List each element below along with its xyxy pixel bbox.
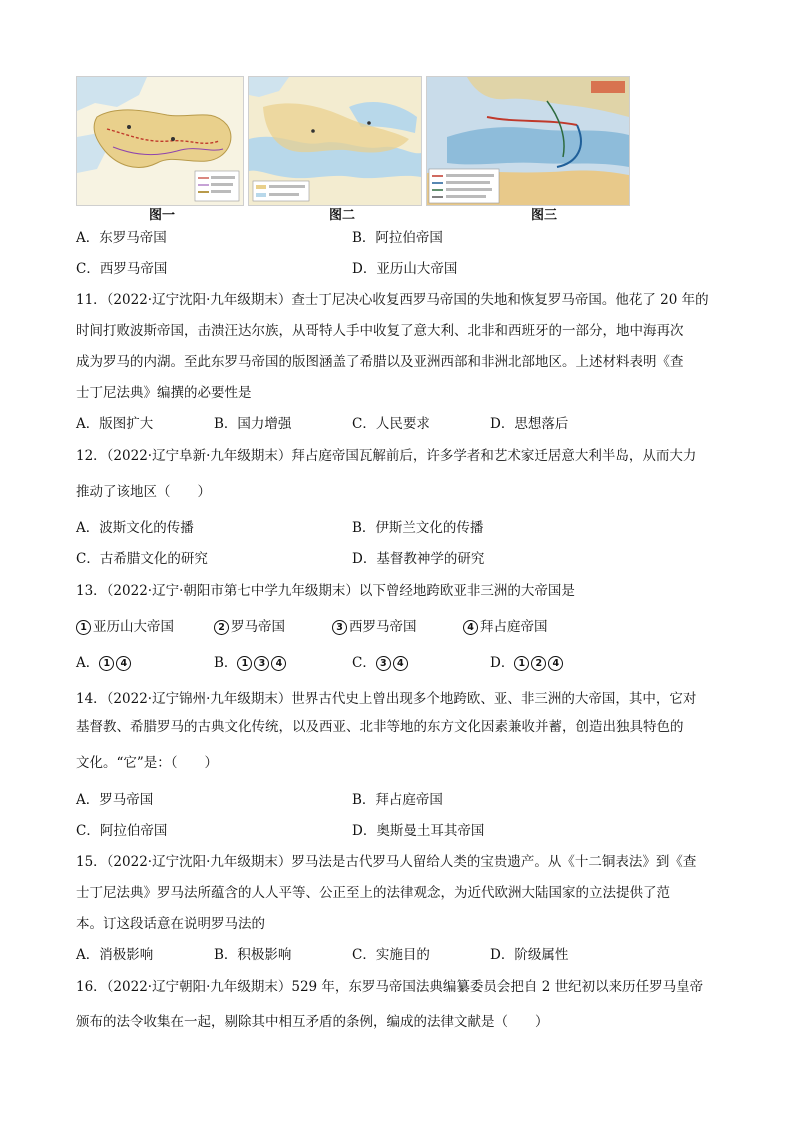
q13-option-b-num-2: 3	[254, 656, 269, 671]
q13-option-b	[214, 654, 288, 672]
q13-item-3-number: 3	[332, 620, 347, 635]
q13-option-c-letter: C．	[352, 655, 376, 671]
q11-option-b: B．国力增强	[214, 416, 292, 432]
q13-option-a-num-2: 4	[116, 656, 131, 671]
q14-stem-line-1: 14．（2022·辽宁锦州·九年级期末）世界古代史上曾出现多个地跨欧、亚、非三洲的大帝国，其中，它对	[76, 691, 697, 707]
q16-stem-line-1: 16．（2022·辽宁朝阳·九年级期末）529 年，东罗马帝国法典编纂委员会把自 2 世纪初以来历任罗马皇帝	[76, 979, 704, 995]
q12-option-b: B．伊斯兰文化的传播	[352, 520, 484, 536]
q14-option-d: D．奥斯曼土耳其帝国	[352, 823, 485, 839]
q14-option-c: C．阿拉伯帝国	[76, 823, 168, 839]
map-figure-1-image	[77, 77, 243, 205]
figure-caption-2: 图二	[328, 208, 355, 223]
map-figures	[76, 76, 630, 223]
q13-item-1	[76, 618, 174, 636]
q12-option-c: C．古希腊文化的研究	[76, 551, 208, 567]
q13-option-c-num-1: 3	[376, 656, 391, 671]
q13-item-1-number: 1	[76, 620, 91, 635]
q12-option-a: A．波斯文化的传播	[76, 520, 194, 536]
q13-option-d	[490, 654, 565, 672]
q13-option-d-num-1: 1	[514, 656, 529, 671]
q11-option-c: C．人民要求	[352, 416, 430, 432]
q13-item-4-number: 4	[463, 620, 478, 635]
map-figure-2-image	[249, 77, 421, 205]
figure-caption-3: 图三	[530, 208, 557, 223]
map-figure-3	[426, 76, 630, 206]
q13-item-2-number: 2	[214, 620, 229, 635]
q13-item-3-label: 西罗马帝国	[349, 619, 417, 635]
q13-option-c-num-2: 4	[393, 656, 408, 671]
map-figure-3-image	[427, 77, 629, 205]
q13-option-c	[352, 654, 410, 672]
q14-stem-line-3: 文化。“它”是：（ ）	[76, 755, 219, 771]
q13-item-4	[463, 618, 548, 636]
q13-item-4-label: 拜占庭帝国	[480, 619, 548, 635]
q13-option-d-num-2: 2	[531, 656, 546, 671]
q16-stem-line-2: 颁布的法令收集在一起，剔除其中相互矛盾的条例，编成的法律文献是（ ）	[76, 1014, 549, 1030]
q13-option-a-letter: A．	[76, 655, 100, 671]
q11-option-d: D．思想落后	[490, 416, 569, 432]
q14-option-b: B．拜占庭帝国	[352, 792, 443, 808]
q13-stem: 13．（2022·辽宁·朝阳市第七中学九年级期末）以下曾经地跨欧亚非三洲的大帝国是	[76, 583, 575, 599]
q13-option-a-num-1: 1	[99, 656, 114, 671]
map-figure-2	[248, 76, 422, 206]
q12-option-d: D．基督教神学的研究	[352, 551, 485, 567]
q12-stem-line-1: 12．（2022·辽宁阜新·九年级期末）拜占庭帝国瓦解前后，许多学者和艺术家迁居意大利半岛，从而大力	[76, 448, 697, 464]
q10-option-d: D．亚历山大帝国	[352, 261, 458, 277]
q12-stem-line-2: 推动了该地区（ ）	[76, 484, 211, 500]
q14-option-a: A．罗马帝国	[76, 792, 154, 808]
q14-stem-line-2: 基督教、希腊罗马的古典文化传统，以及西亚、北非等地的东方文化因素兼收并蓄，创造出独具特色的	[76, 719, 684, 735]
q13-option-b-num-3: 4	[271, 656, 286, 671]
q13-option-d-letter: D．	[490, 655, 515, 671]
q10-option-a: A．东罗马帝国	[76, 230, 167, 246]
q10-option-b: B．阿拉伯帝国	[352, 230, 443, 246]
q15-stem-line-2: 士丁尼法典》罗马法所蕴含的人人平等、公正至上的法律观念，为近代欧洲大陆国家的立法提供了范	[76, 885, 670, 901]
q10-option-c: C．西罗马帝国	[76, 261, 168, 277]
q11-option-a: A．版图扩大	[76, 416, 154, 432]
q13-item-2-label: 罗马帝国	[231, 619, 285, 635]
q15-stem-line-1: 15．（2022·辽宁沈阳·九年级期末）罗马法是古代罗马人留给人类的宝贵遗产。从《十二铜表法》到《查	[76, 854, 697, 870]
q11-stem-line-4: 士丁尼法典》编撰的必要性是	[76, 385, 252, 401]
q11-stem-line-3: 成为罗马的内湖。至此东罗马帝国的版图涵盖了希腊以及亚洲西部和非洲北部地区。上述材料表明《查	[76, 354, 684, 370]
map-figure-1	[76, 76, 244, 206]
q15-option-c: C．实施目的	[352, 947, 430, 963]
q13-item-1-label: 亚历山大帝国	[93, 619, 174, 635]
figure-caption-1: 图一	[148, 208, 175, 223]
q15-stem-line-3: 本。订这段话意在说明罗马法的	[76, 916, 265, 932]
q13-option-a	[76, 654, 133, 672]
q11-stem-line-2: 时间打败波斯帝国，击溃汪达尔族，从哥特人手中收复了意大利、北非和西班牙的一部分，地中海再次	[76, 323, 684, 339]
q15-option-d: D．阶级属性	[490, 947, 569, 963]
q13-item-3	[332, 618, 417, 636]
q13-option-b-letter: B．	[214, 655, 238, 671]
q11-stem-line-1: 11．（2022·辽宁沈阳·九年级期末）查士丁尼决心收复西罗马帝国的失地和恢复罗马帝国。他花了 20 年的	[76, 292, 709, 308]
q15-option-a: A．消极影响	[76, 947, 154, 963]
q13-option-d-num-3: 4	[548, 656, 563, 671]
q13-item-2	[214, 618, 285, 636]
q13-option-b-num-1: 1	[237, 656, 252, 671]
q15-option-b: B．积极影响	[214, 947, 292, 963]
